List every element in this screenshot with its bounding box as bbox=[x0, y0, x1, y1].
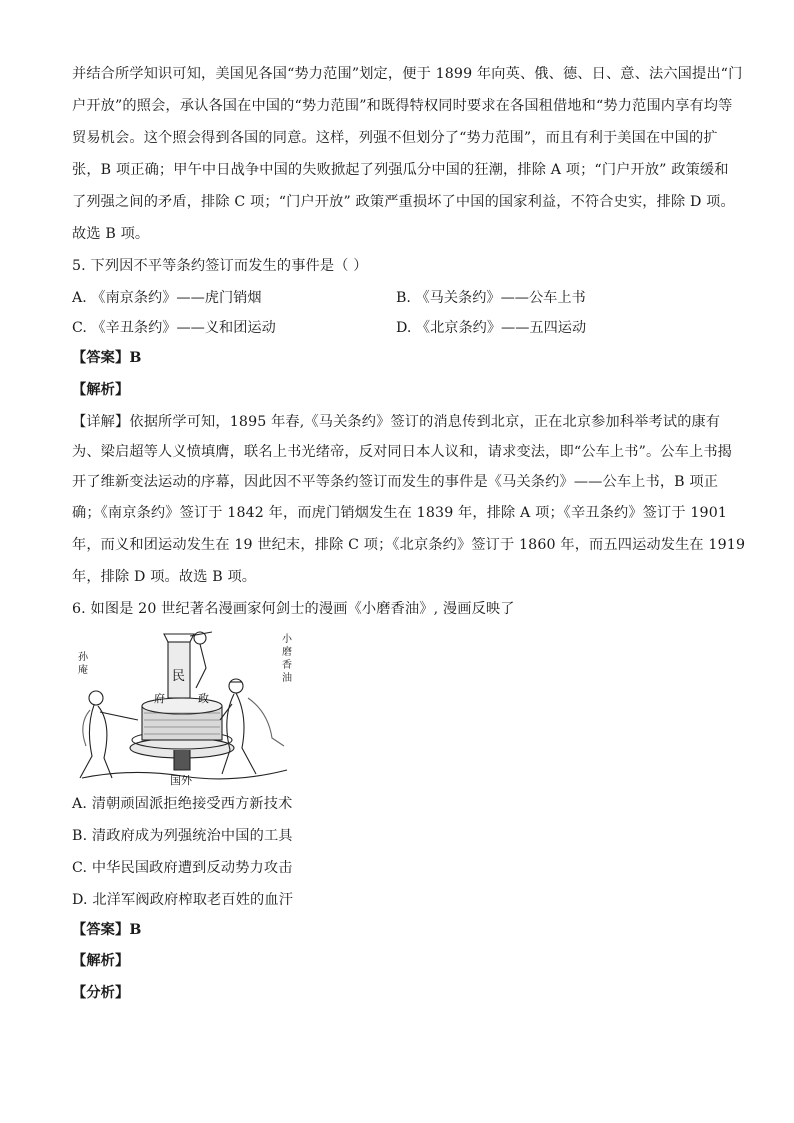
q6-analysis-label: 【解析】 bbox=[72, 953, 130, 969]
q6-fenxi-label: 【分析】 bbox=[72, 985, 130, 1001]
q5-detail-line-4: 确；《南京条约》签订于 1842 年，而虎门销烟发生在 1839 年，排除 A 项；《辛丑条约》签订于 1901 bbox=[72, 505, 728, 521]
q5-analysis-label: 【解析】 bbox=[72, 382, 130, 398]
cartoon-title-char-1: 小 bbox=[282, 634, 292, 645]
q6-answer: 【答案】B bbox=[72, 922, 142, 938]
cartoon-illustration bbox=[72, 628, 298, 788]
intro-line-5: 了列强之间的矛盾，排除 C 项；“门户开放” 政策严重损坏了中国的国家利益，不符合史实，排除 D 项。 bbox=[72, 194, 735, 210]
cartoon-title-char-2: 磨 bbox=[282, 647, 292, 658]
q5-detail-line-3: 开了维新变法运动的序幕，因此因不平等条约签订而发生的事件是《马关条约》——公车上书，B 项正 bbox=[72, 474, 719, 490]
cartoon-drawing bbox=[72, 628, 298, 788]
intro-line-4: 张，B 项正确；甲午中日战争中国的失败掀起了列强瓜分中国的狂潮，排除 A 项；“门户开放” 政策缓和 bbox=[72, 162, 729, 178]
q6-option-b: B. 清政府成为列强统治中国的工具 bbox=[72, 828, 293, 844]
q6-option-a: A. 清朝顽固派拒绝接受西方新技术 bbox=[72, 796, 293, 812]
q5-option-a: A. 《南京条约》——虎门销烟 bbox=[72, 290, 262, 306]
cartoon-title-char-4: 油 bbox=[282, 673, 292, 684]
q5-detail-line-5: 年，而义和团运动发生在 19 世纪末，排除 C 项；《北京条约》签订于 1860 年，而五四运动发生在 1919 bbox=[72, 537, 746, 553]
cartoon-left-char-2: 庵 bbox=[78, 665, 88, 676]
q5-option-c: C. 《辛丑条约》——义和团运动 bbox=[72, 320, 276, 336]
cartoon-mill-right: 政 bbox=[198, 692, 209, 705]
q6-stem: 6. 如图是 20 世纪著名漫画家何剑士的漫画《小磨香油》, 漫画反映了 bbox=[72, 601, 515, 617]
q5-option-b: B. 《马关条约》——公车上书 bbox=[396, 290, 586, 306]
intro-line-2: 户开放”的照会，承认各国在中国的“势力范围”和既得特权同时要求在各国租借地和“势力范围内享有均等 bbox=[72, 98, 733, 114]
cartoon-left-char-1: 孙 bbox=[78, 652, 88, 663]
q5-detail-line-1: 【详解】依据所学可知，1895 年春,《马关条约》签订的消息传到北京，正在北京参加科举考试的康有 bbox=[72, 414, 721, 430]
cartoon-mill-left: 府 bbox=[154, 692, 165, 705]
intro-line-1: 并结合所学知识可知，美国见各国“势力范围”划定，便于 1899 年向英、俄、德、日、意、法六国提出“门 bbox=[72, 66, 743, 82]
q5-stem: 5. 下列因不平等条约签订而发生的事件是（ ） bbox=[72, 258, 368, 274]
intro-line-6: 故选 B 项。 bbox=[72, 226, 150, 242]
intro-line-3: 贸易机会。这个照会得到各国的同意。这样，列强不但划分了“势力范围”，而且有利于美国在中国的扩 bbox=[72, 130, 718, 146]
q6-option-d: D. 北洋军阀政府榨取老百姓的血汗 bbox=[72, 892, 294, 908]
cartoon-title-char-3: 香 bbox=[282, 660, 292, 671]
cartoon-base-label: 国外 bbox=[170, 774, 192, 787]
q5-option-d: D. 《北京条约》——五四运动 bbox=[396, 320, 587, 336]
q5-detail-line-2: 为、梁启超等人义愤填膺，联名上书光绪帝，反对同日本人议和，请求变法，即“公车上书”。公车上书揭 bbox=[72, 444, 732, 460]
q5-answer: 【答案】B bbox=[72, 350, 142, 366]
q6-option-c: C. 中华民国政府遭到反动势力攻击 bbox=[72, 860, 293, 876]
cartoon-mill-top: 民 bbox=[172, 669, 186, 684]
q5-detail-line-6: 年，排除 D 项。故选 B 项。 bbox=[72, 569, 257, 585]
